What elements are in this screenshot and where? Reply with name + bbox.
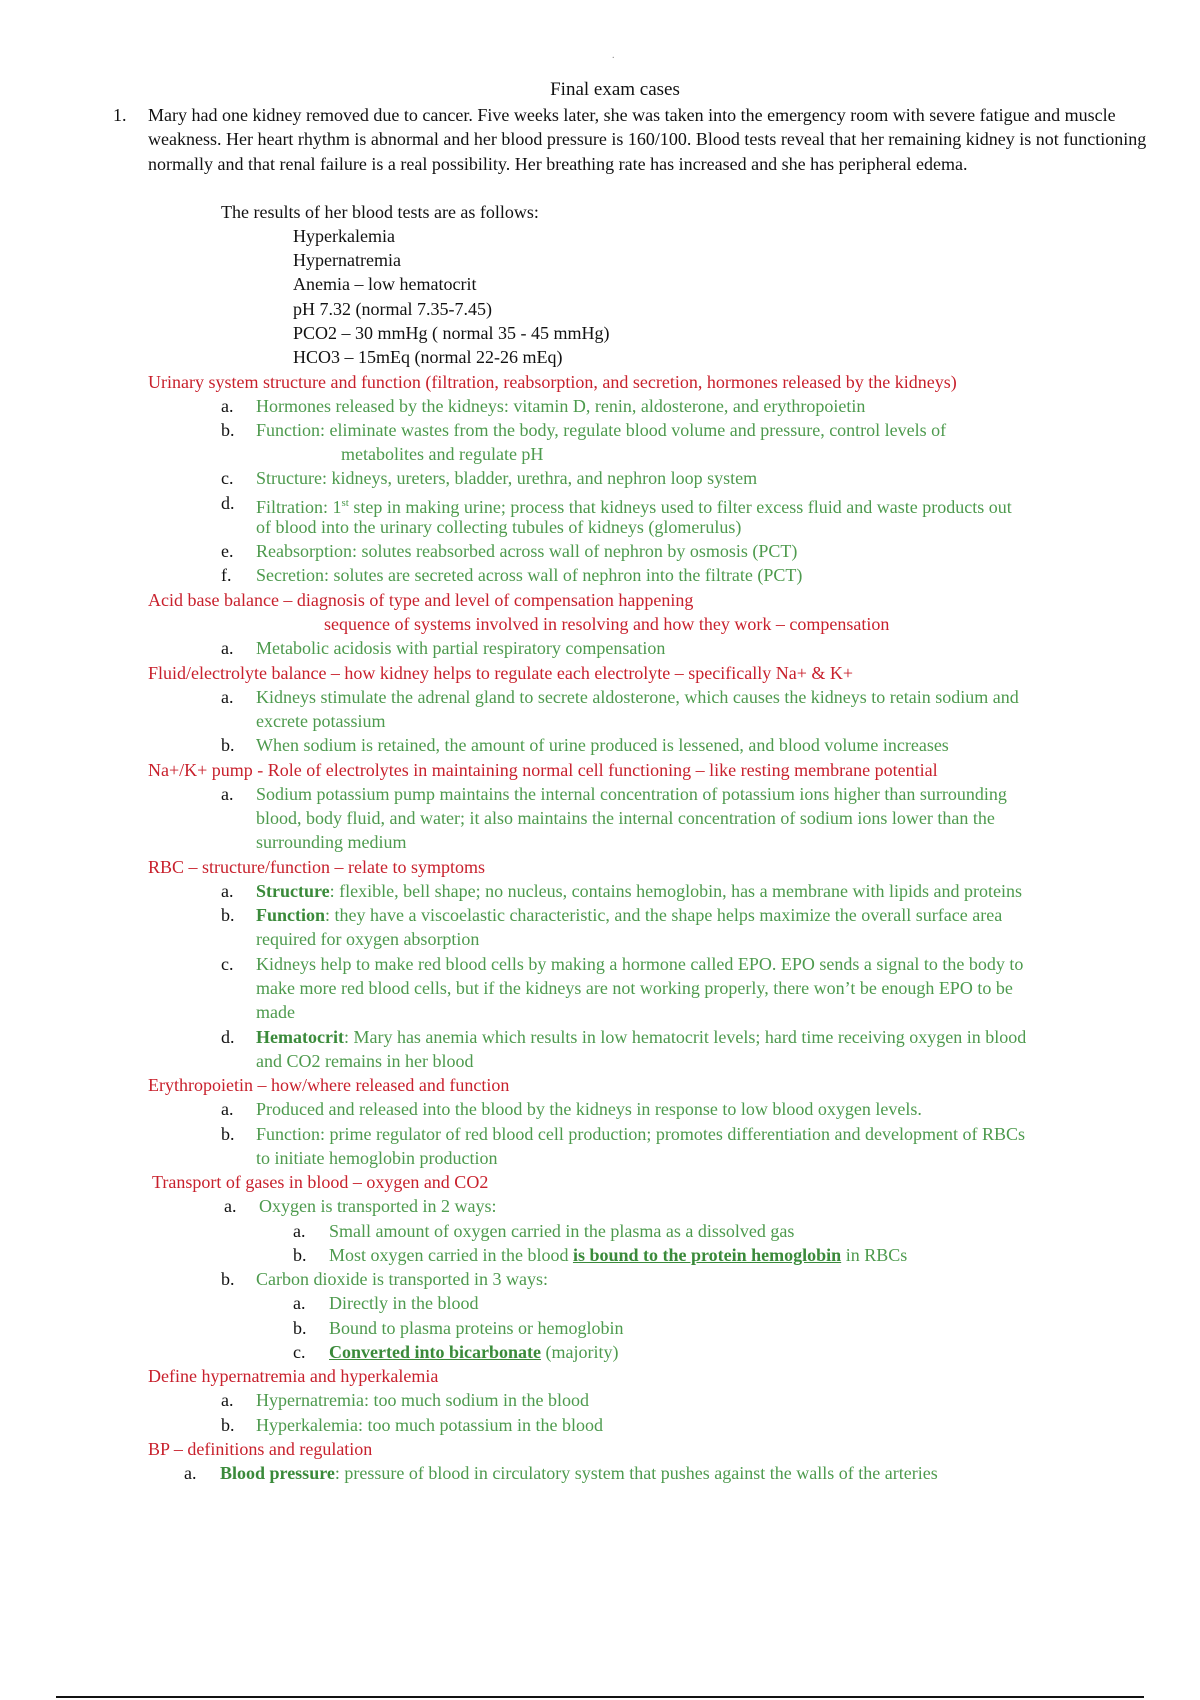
item-text: Function: eliminate wastes from the body, regulate blood volume and pressure, control levels of	[256, 420, 947, 440]
results-heading: The results of her blood tests are as follows:	[221, 202, 539, 222]
item-label: a.	[221, 1099, 234, 1119]
item-label: e.	[221, 541, 234, 561]
item-label: b.	[221, 905, 235, 925]
result-item: HCO3 – 15mEq (normal 22-26 mEq)	[293, 347, 563, 367]
sub-item-label: a.	[293, 1293, 306, 1313]
item-text: Function: they have a viscoelastic characteristic, and the shape helps maximize the overall surface area	[256, 905, 1003, 925]
sub-item-text: Most oxygen carried in the blood is bound to the protein hemoglobin in RBCs	[329, 1245, 908, 1265]
sub-item-text: Small amount of oxygen carried in the plasma as a dissolved gas	[329, 1221, 795, 1241]
item-text: Carbon dioxide is transported in 3 ways:	[256, 1269, 548, 1289]
bottom-rule	[56, 1696, 1144, 1698]
item-label: a.	[221, 881, 234, 901]
sub-item-label: b.	[293, 1245, 307, 1265]
section-heading-urinary: Urinary system structure and function (filtration, reabsorption, and secretion, hormones released by the kidneys)	[148, 372, 957, 392]
section-heading-bp: BP – definitions and regulation	[148, 1439, 373, 1459]
page-title: Final exam cases	[550, 79, 680, 100]
item-text: Filtration: 1st step in making urine; process that kidneys used to filter excess fluid and waste products out	[256, 497, 1012, 517]
sub-item-label: a.	[293, 1221, 306, 1241]
item-text: Hypernatremia: too much sodium in the blood	[256, 1390, 589, 1410]
sub-item-text: Converted into bicarbonate (majority)	[329, 1342, 619, 1362]
section-heading-fluid: Fluid/electrolyte balance – how kidney helps to regulate each electrolyte – specifically Na+ & K+	[148, 663, 854, 683]
item-text: Produced and released into the blood by the kidneys in response to low blood oxygen levels.	[256, 1099, 922, 1119]
item-text: Structure: kidneys, ureters, bladder, urethra, and nephron loop system	[256, 468, 758, 488]
item-label: f.	[221, 565, 232, 585]
item-text-cont: of blood into the urinary collecting tubules of kidneys (glomerulus)	[256, 517, 742, 537]
section-heading-gases: Transport of gases in blood – oxygen and CO2	[152, 1172, 489, 1192]
section-heading-rbc: RBC – structure/function – relate to symptoms	[148, 857, 485, 877]
section-heading-acid-base-2: sequence of systems involved in resolving and how they work – compensation	[324, 614, 890, 634]
item-text: Hormones released by the kidneys: vitamin D, renin, aldosterone, and erythropoietin	[256, 396, 866, 416]
item-label: d.	[221, 493, 235, 513]
result-item: Hypernatremia	[293, 250, 401, 270]
item-text: Function: prime regulator of red blood cell production; promotes differentiation and development of RBCs	[256, 1124, 1025, 1144]
section-heading-epo: Erythropoietin – how/where released and function	[148, 1075, 510, 1095]
item-label: b.	[221, 735, 235, 755]
result-item: PCO2 – 30 mmHg ( normal 35 - 45 mmHg)	[293, 323, 610, 343]
item-text: Secretion: solutes are secreted across wall of nephron into the filtrate (PCT)	[256, 565, 803, 585]
item-text: Kidneys stimulate the adrenal gland to secrete aldosterone, which causes the kidneys to retain sodium and	[256, 687, 1019, 707]
result-item: Hyperkalemia	[293, 226, 395, 246]
item-text: When sodium is retained, the amount of urine produced is lessened, and blood volume increases	[256, 735, 949, 755]
speck: .	[612, 50, 615, 61]
item-label: b.	[221, 1415, 235, 1435]
item-text: Kidneys help to make red blood cells by making a hormone called EPO. EPO sends a signal to the body to	[256, 954, 1024, 974]
item-text: Structure: flexible, bell shape; no nucleus, contains hemoglobin, has a membrane with lipids and proteins	[256, 881, 1023, 901]
sub-item-text: Directly in the blood	[329, 1293, 479, 1313]
item-label: b.	[221, 420, 235, 440]
sub-item-text: Bound to plasma proteins or hemoglobin	[329, 1318, 624, 1338]
item-text-cont: made	[256, 1002, 295, 1022]
item-text: Hyperkalemia: too much potassium in the blood	[256, 1415, 603, 1435]
item-text: Sodium potassium pump maintains the internal concentration of potassium ions higher than surrounding	[256, 784, 1007, 804]
item-text: Blood pressure: pressure of blood in circulatory system that pushes against the walls of the arteries	[220, 1463, 938, 1483]
item-text: Hematocrit: Mary has anemia which results in low hematocrit levels; hard time receiving oxygen in blood	[256, 1027, 1027, 1047]
item-text-cont: excrete potassium	[256, 711, 386, 731]
item-label: b.	[221, 1124, 235, 1144]
item-text: Metabolic acidosis with partial respiratory compensation	[256, 638, 666, 658]
sub-item-label: c.	[293, 1342, 306, 1362]
item-text-cont: and CO2 remains in her blood	[256, 1051, 474, 1071]
section-heading-define: Define hypernatremia and hyperkalemia	[148, 1366, 439, 1386]
item-label: a.	[221, 396, 234, 416]
case-number: 1.	[113, 105, 127, 125]
item-label: a.	[221, 784, 234, 804]
item-text-cont: surrounding medium	[256, 832, 407, 852]
item-label: c.	[221, 954, 234, 974]
item-label: c.	[221, 468, 234, 488]
case-intro: Mary had one kidney removed due to cancer. Five weeks later, she was taken into the emergency room with severe fatigue and muscle weakness. Her heart rhythm is abnormal and her blood pressure is 160/100. Blood tests reveal that her remaining kidney is not functioning normally and that renal failure is a real possibility. Her breathing rate has increased and she has peripheral edema.	[148, 105, 1147, 174]
item-label: a.	[184, 1463, 197, 1483]
item-text-cont: metabolites and regulate pH	[341, 444, 544, 464]
item-label: a.	[221, 687, 234, 707]
item-label: b.	[221, 1269, 235, 1289]
item-text-cont: make more red blood cells, but if the kidneys are not working properly, there won’t be enough EPO to be	[256, 978, 1013, 998]
item-text-cont: to initiate hemoglobin production	[256, 1148, 498, 1168]
item-text-cont: required for oxygen absorption	[256, 929, 480, 949]
item-label: a.	[221, 1390, 234, 1410]
item-text: Reabsorption: solutes reabsorbed across wall of nephron by osmosis (PCT)	[256, 541, 798, 561]
result-item: Anemia – low hematocrit	[293, 274, 477, 294]
item-text-cont: blood, body fluid, and water; it also maintains the internal concentration of sodium ions lower than the	[256, 808, 995, 828]
item-label: d.	[221, 1027, 235, 1047]
section-heading-acid-base: Acid base balance – diagnosis of type and level of compensation happening	[148, 590, 694, 610]
result-item: pH 7.32 (normal 7.35-7.45)	[293, 299, 492, 319]
section-heading-pump: Na+/K+ pump - Role of electrolytes in maintaining normal cell functioning – like resting membrane potential	[148, 760, 938, 780]
item-label: a.	[221, 638, 234, 658]
item-text: Oxygen is transported in 2 ways:	[259, 1196, 497, 1216]
item-label: a.	[224, 1196, 237, 1216]
sub-item-label: b.	[293, 1318, 307, 1338]
